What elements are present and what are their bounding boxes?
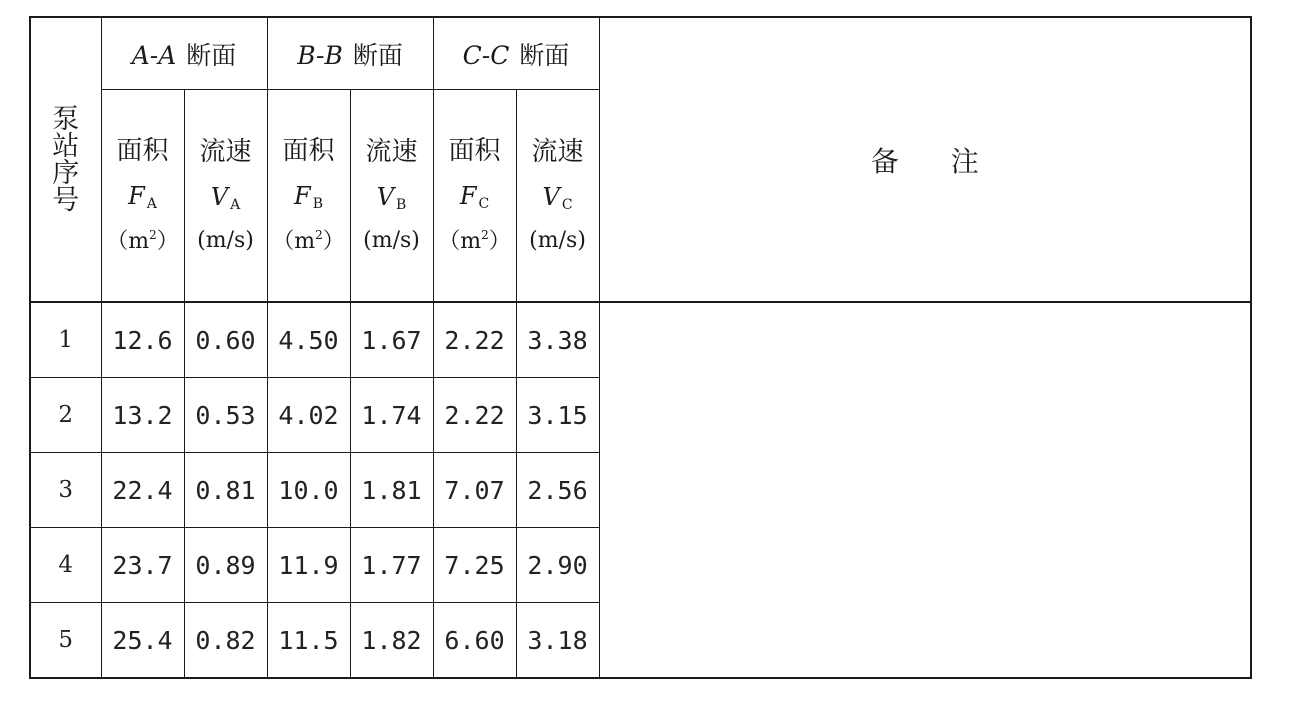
unit-label	[102, 229, 184, 253]
quantity-symbol	[268, 184, 350, 211]
quantity-symbol	[102, 184, 184, 211]
group-c-name: C-C	[462, 40, 510, 70]
value-cell: 10.0	[267, 453, 350, 528]
station-label-char: 站	[52, 130, 80, 162]
remarks-header	[599, 17, 1251, 302]
quantity-symbol	[517, 185, 599, 212]
station-number-cell: 5	[30, 603, 101, 679]
symbol-letter: V	[210, 183, 229, 211]
sub-header-2	[267, 90, 350, 303]
value-cell: 1.77	[350, 528, 433, 603]
symbol-subscript: C	[478, 196, 490, 212]
symbol-subscript: B	[312, 196, 323, 212]
station-label-char: 号	[52, 184, 80, 216]
sub-header-5	[516, 90, 599, 303]
group-header-a	[101, 17, 267, 90]
sub-header-4	[433, 90, 516, 303]
unit-text: (m/s)	[363, 228, 420, 253]
value-cell: 4.02	[267, 378, 350, 453]
symbol-letter: F	[294, 182, 311, 210]
quantity-label: 面积	[282, 136, 335, 166]
value-cell: 13.2	[101, 378, 184, 453]
unit-text: (m/s)	[197, 228, 254, 253]
quantity-label: 面积	[116, 136, 169, 166]
value-cell: 4.50	[267, 302, 350, 378]
station-number-cell: 4	[30, 528, 101, 603]
pump-station-section-table	[29, 16, 1252, 679]
value-cell: 22.4	[101, 453, 184, 528]
symbol-letter: F	[128, 182, 145, 210]
value-cell: 11.9	[267, 528, 350, 603]
unit-superscript: 2	[315, 228, 323, 242]
value-cell: 0.82	[184, 603, 267, 679]
value-cell: 1.81	[350, 453, 433, 528]
sub-header-0	[101, 90, 184, 303]
unit-text: （m	[438, 229, 482, 254]
quantity-label: 流速	[365, 137, 418, 167]
value-cell: 1.67	[350, 302, 433, 378]
unit-text: （m	[272, 229, 316, 254]
group-c-suffix: 断面	[519, 40, 570, 70]
value-cell: 3.18	[516, 603, 599, 679]
unit-text-close: ）	[322, 229, 345, 254]
unit-text-close: ）	[156, 229, 179, 254]
quantity-label: 流速	[531, 137, 584, 167]
remarks-label-2: 注	[950, 144, 979, 178]
symbol-subscript: A	[230, 197, 241, 213]
symbol-letter: V	[542, 183, 560, 211]
unit-label	[185, 230, 267, 252]
sub-header-1	[184, 90, 267, 303]
symbol-subscript: B	[396, 197, 407, 213]
unit-text-close: ）	[488, 229, 511, 254]
unit-text: (m/s)	[529, 228, 586, 253]
value-cell: 2.56	[516, 453, 599, 528]
station-label-char: 泵	[52, 103, 80, 135]
unit-label	[434, 229, 516, 253]
symbol-letter: F	[459, 182, 477, 210]
symbol-subscript: C	[561, 197, 573, 213]
symbol-letter: V	[376, 183, 395, 211]
value-cell: 7.07	[433, 453, 516, 528]
value-cell: 1.74	[350, 378, 433, 453]
quantity-symbol	[434, 184, 516, 211]
value-cell: 11.5	[267, 603, 350, 679]
value-cell: 2.22	[433, 378, 516, 453]
value-cell: 25.4	[101, 603, 184, 679]
group-a-suffix: 断面	[186, 40, 237, 70]
unit-label	[268, 229, 350, 253]
table-row	[30, 302, 1251, 378]
unit-label	[351, 230, 433, 252]
unit-label	[517, 230, 599, 252]
sub-header-3	[350, 90, 433, 303]
quantity-symbol	[351, 185, 433, 212]
header-group-row	[30, 17, 1251, 90]
station-label-char: 序	[52, 157, 80, 189]
remarks-label-1: 备	[870, 144, 899, 178]
value-cell: 2.22	[433, 302, 516, 378]
group-a-name: A-A	[131, 40, 177, 70]
station-number-cell: 2	[30, 378, 101, 453]
group-header-b	[267, 17, 433, 90]
group-header-c	[433, 17, 599, 90]
value-cell: 2.90	[516, 528, 599, 603]
value-cell: 0.60	[184, 302, 267, 378]
value-cell: 12.6	[101, 302, 184, 378]
value-cell: 0.89	[184, 528, 267, 603]
station-number-cell: 1	[30, 302, 101, 378]
value-cell: 6.60	[433, 603, 516, 679]
value-cell: 3.15	[516, 378, 599, 453]
table-body	[30, 302, 1251, 678]
station-number-header	[30, 17, 101, 302]
remarks-cell	[599, 302, 1251, 678]
station-number-label	[31, 103, 101, 216]
value-cell: 0.81	[184, 453, 267, 528]
quantity-label: 流速	[199, 137, 252, 167]
value-cell: 23.7	[101, 528, 184, 603]
station-number-cell: 3	[30, 453, 101, 528]
unit-text: （m	[106, 229, 150, 254]
value-cell: 0.53	[184, 378, 267, 453]
symbol-subscript: A	[146, 196, 157, 212]
value-cell: 7.25	[433, 528, 516, 603]
quantity-label: 面积	[448, 136, 501, 166]
group-b-suffix: 断面	[352, 40, 403, 70]
unit-superscript: 2	[149, 228, 157, 242]
value-cell: 3.38	[516, 302, 599, 378]
unit-superscript: 2	[481, 228, 489, 242]
value-cell: 1.82	[350, 603, 433, 679]
group-b-name: B-B	[297, 40, 343, 70]
quantity-symbol	[185, 185, 267, 212]
